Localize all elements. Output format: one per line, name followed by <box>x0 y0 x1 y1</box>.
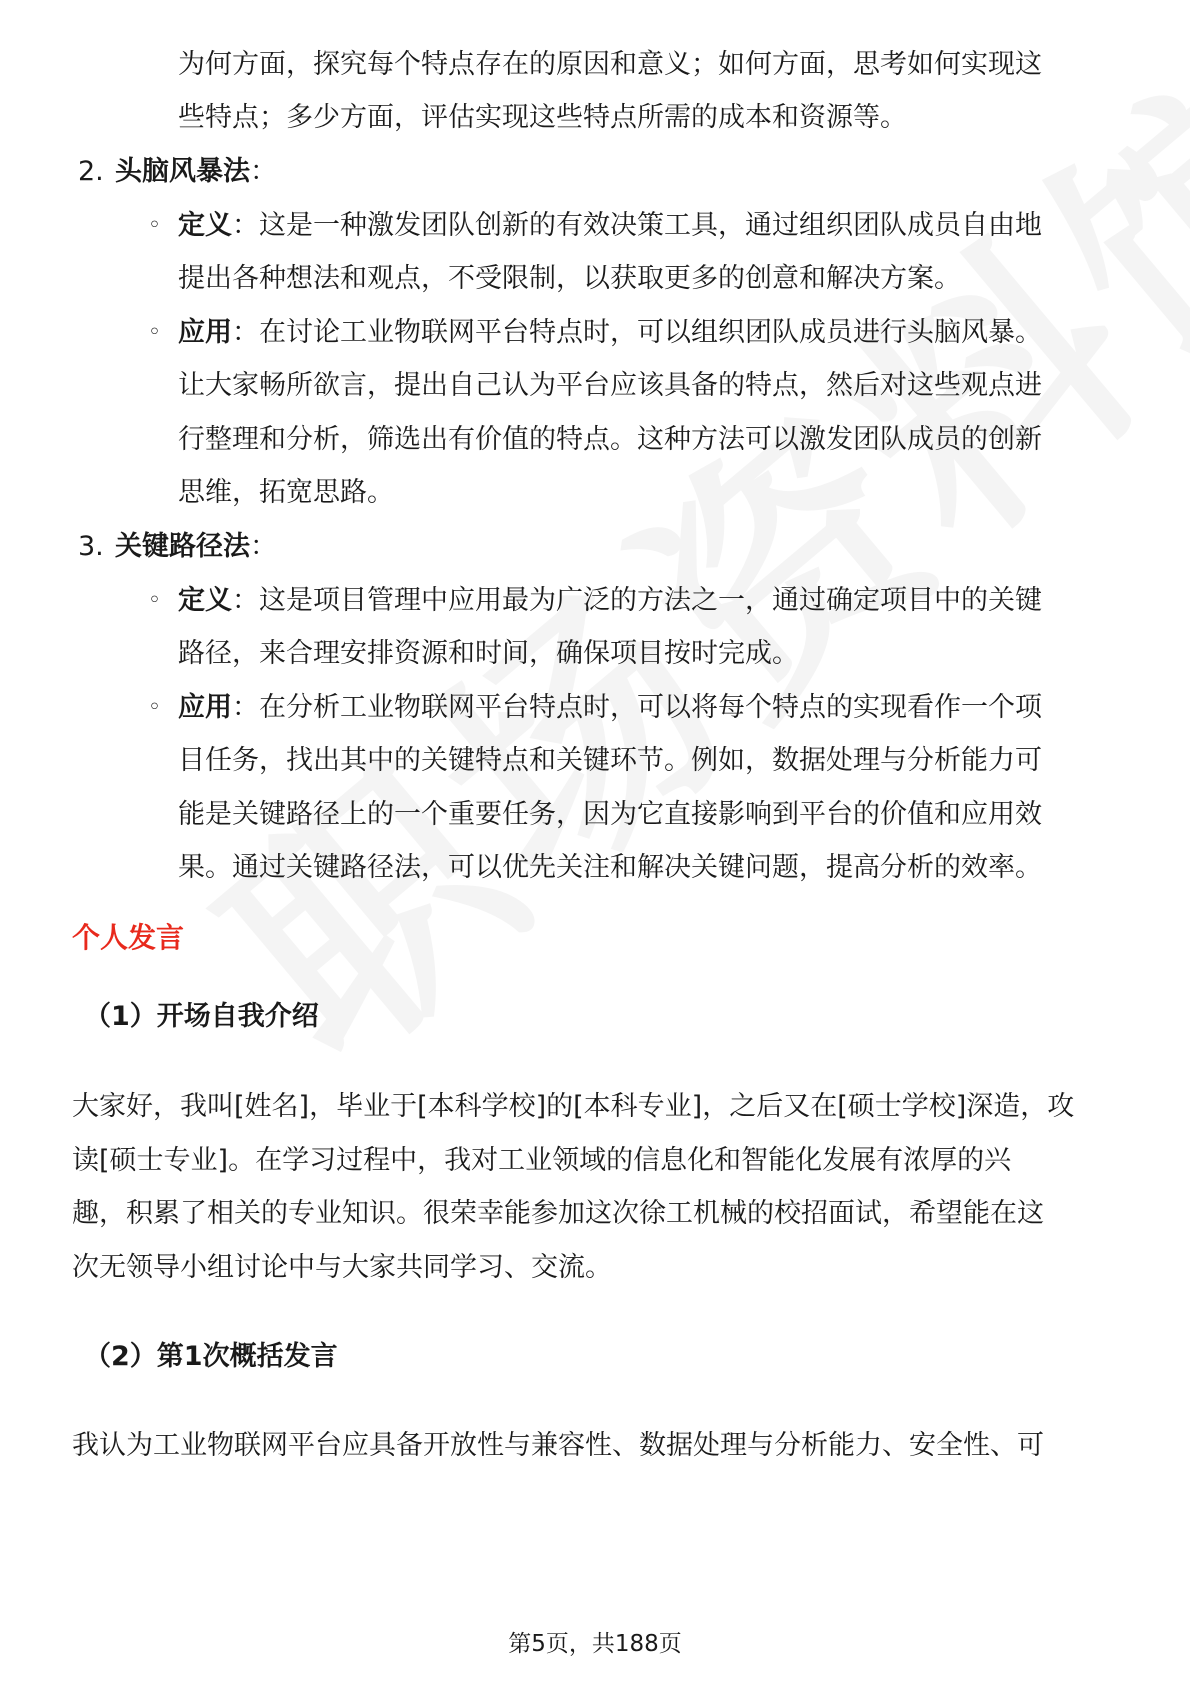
definition-line <box>178 206 1042 246</box>
text-line: 这是一种激发团队创新的有效决策工具，通过组织团队成员自由地 <box>259 210 1042 241</box>
text-line: 让大家畅所欲言，提出自己认为平台应该具备的特点，然后对这些观点进 <box>178 370 1042 401</box>
method-title <box>115 527 277 567</box>
text-line: 大家好，我叫[姓名]，毕业于[本科学校]的[本科专业]，之后又在[硕士学校]深造，攻 <box>72 1091 1075 1122</box>
application-label: 应用 <box>178 317 232 348</box>
text-line: 行整理和分析，筛选出有价值的特点。这种方法可以激发团队成员的创新 <box>178 424 1042 455</box>
colon: ： <box>232 317 259 348</box>
text-line: 我认为工业物联网平台应具备开放性与兼容性、数据处理与分析能力、安全性、可 <box>72 1430 1044 1461</box>
text-line: 路径，来合理安排资源和时间，确保项目按时完成。 <box>178 638 799 669</box>
bullet-icon: ◦ <box>148 213 161 238</box>
text-line: 在讨论工业物联网平台特点时，可以组织团队成员进行头脑风暴。 <box>259 317 1042 348</box>
text-line: 些特点；多少方面，评估实现这些特点所需的成本和资源等。 <box>178 102 907 133</box>
application-label: 应用 <box>178 692 232 723</box>
colon: ： <box>232 585 259 616</box>
definition-label: 定义 <box>178 210 232 241</box>
section-title: 个人发言 <box>72 921 185 954</box>
colon: ： <box>232 210 259 241</box>
text-line: 为何方面，探究每个特点存在的原因和意义；如何方面，思考如何实现这 <box>178 49 1042 80</box>
text-line: 思维，拓宽思路。 <box>178 477 394 508</box>
method-title-text: 关键路径法 <box>115 531 250 562</box>
page-number: 第5页，共188页 <box>508 1631 682 1657</box>
text-line: 这是项目管理中应用最为广泛的方法之一，通过确定项目中的关键 <box>259 585 1042 616</box>
colon: ： <box>232 692 259 723</box>
bullet-icon: ◦ <box>148 320 161 345</box>
method-title <box>115 152 277 192</box>
list-number: 3. <box>78 531 104 562</box>
definition-label: 定义 <box>178 585 232 616</box>
subsection-heading: （2）第1次概括发言 <box>84 1341 338 1372</box>
method-title-text: 头脑风暴法 <box>115 156 250 187</box>
text-line: 读[硕士专业]。在学习过程中，我对工业领域的信息化和智能化发展有浓厚的兴 <box>72 1145 1012 1176</box>
application-line <box>178 313 1042 353</box>
text-line: 果。通过关键路径法，可以优先关注和解决关键问题，提高分析的效率。 <box>178 852 1042 883</box>
text-line: 次无领导小组讨论中与大家共同学习、交流。 <box>72 1252 612 1283</box>
application-line <box>178 688 1042 728</box>
subsection-heading: （1）开场自我介绍 <box>84 1001 319 1032</box>
definition-line <box>178 581 1042 621</box>
bullet-icon: ◦ <box>148 588 161 613</box>
colon: ： <box>250 531 277 562</box>
text-line: 提出各种想法和观点，不受限制，以获取更多的创意和解决方案。 <box>178 263 961 294</box>
bullet-icon: ◦ <box>148 695 161 720</box>
text-line: 在分析工业物联网平台特点时，可以将每个特点的实现看作一个项 <box>259 692 1042 723</box>
list-number: 2. <box>78 156 104 187</box>
colon: ： <box>250 156 277 187</box>
text-line: 目任务，找出其中的关键特点和关键环节。例如，数据处理与分析能力可 <box>178 745 1042 776</box>
text-line: 能是关键路径上的一个重要任务，因为它直接影响到平台的价值和应用效 <box>178 799 1042 830</box>
text-line: 趣，积累了相关的专业知识。很荣幸能参加这次徐工机械的校招面试，希望能在这 <box>72 1198 1044 1229</box>
